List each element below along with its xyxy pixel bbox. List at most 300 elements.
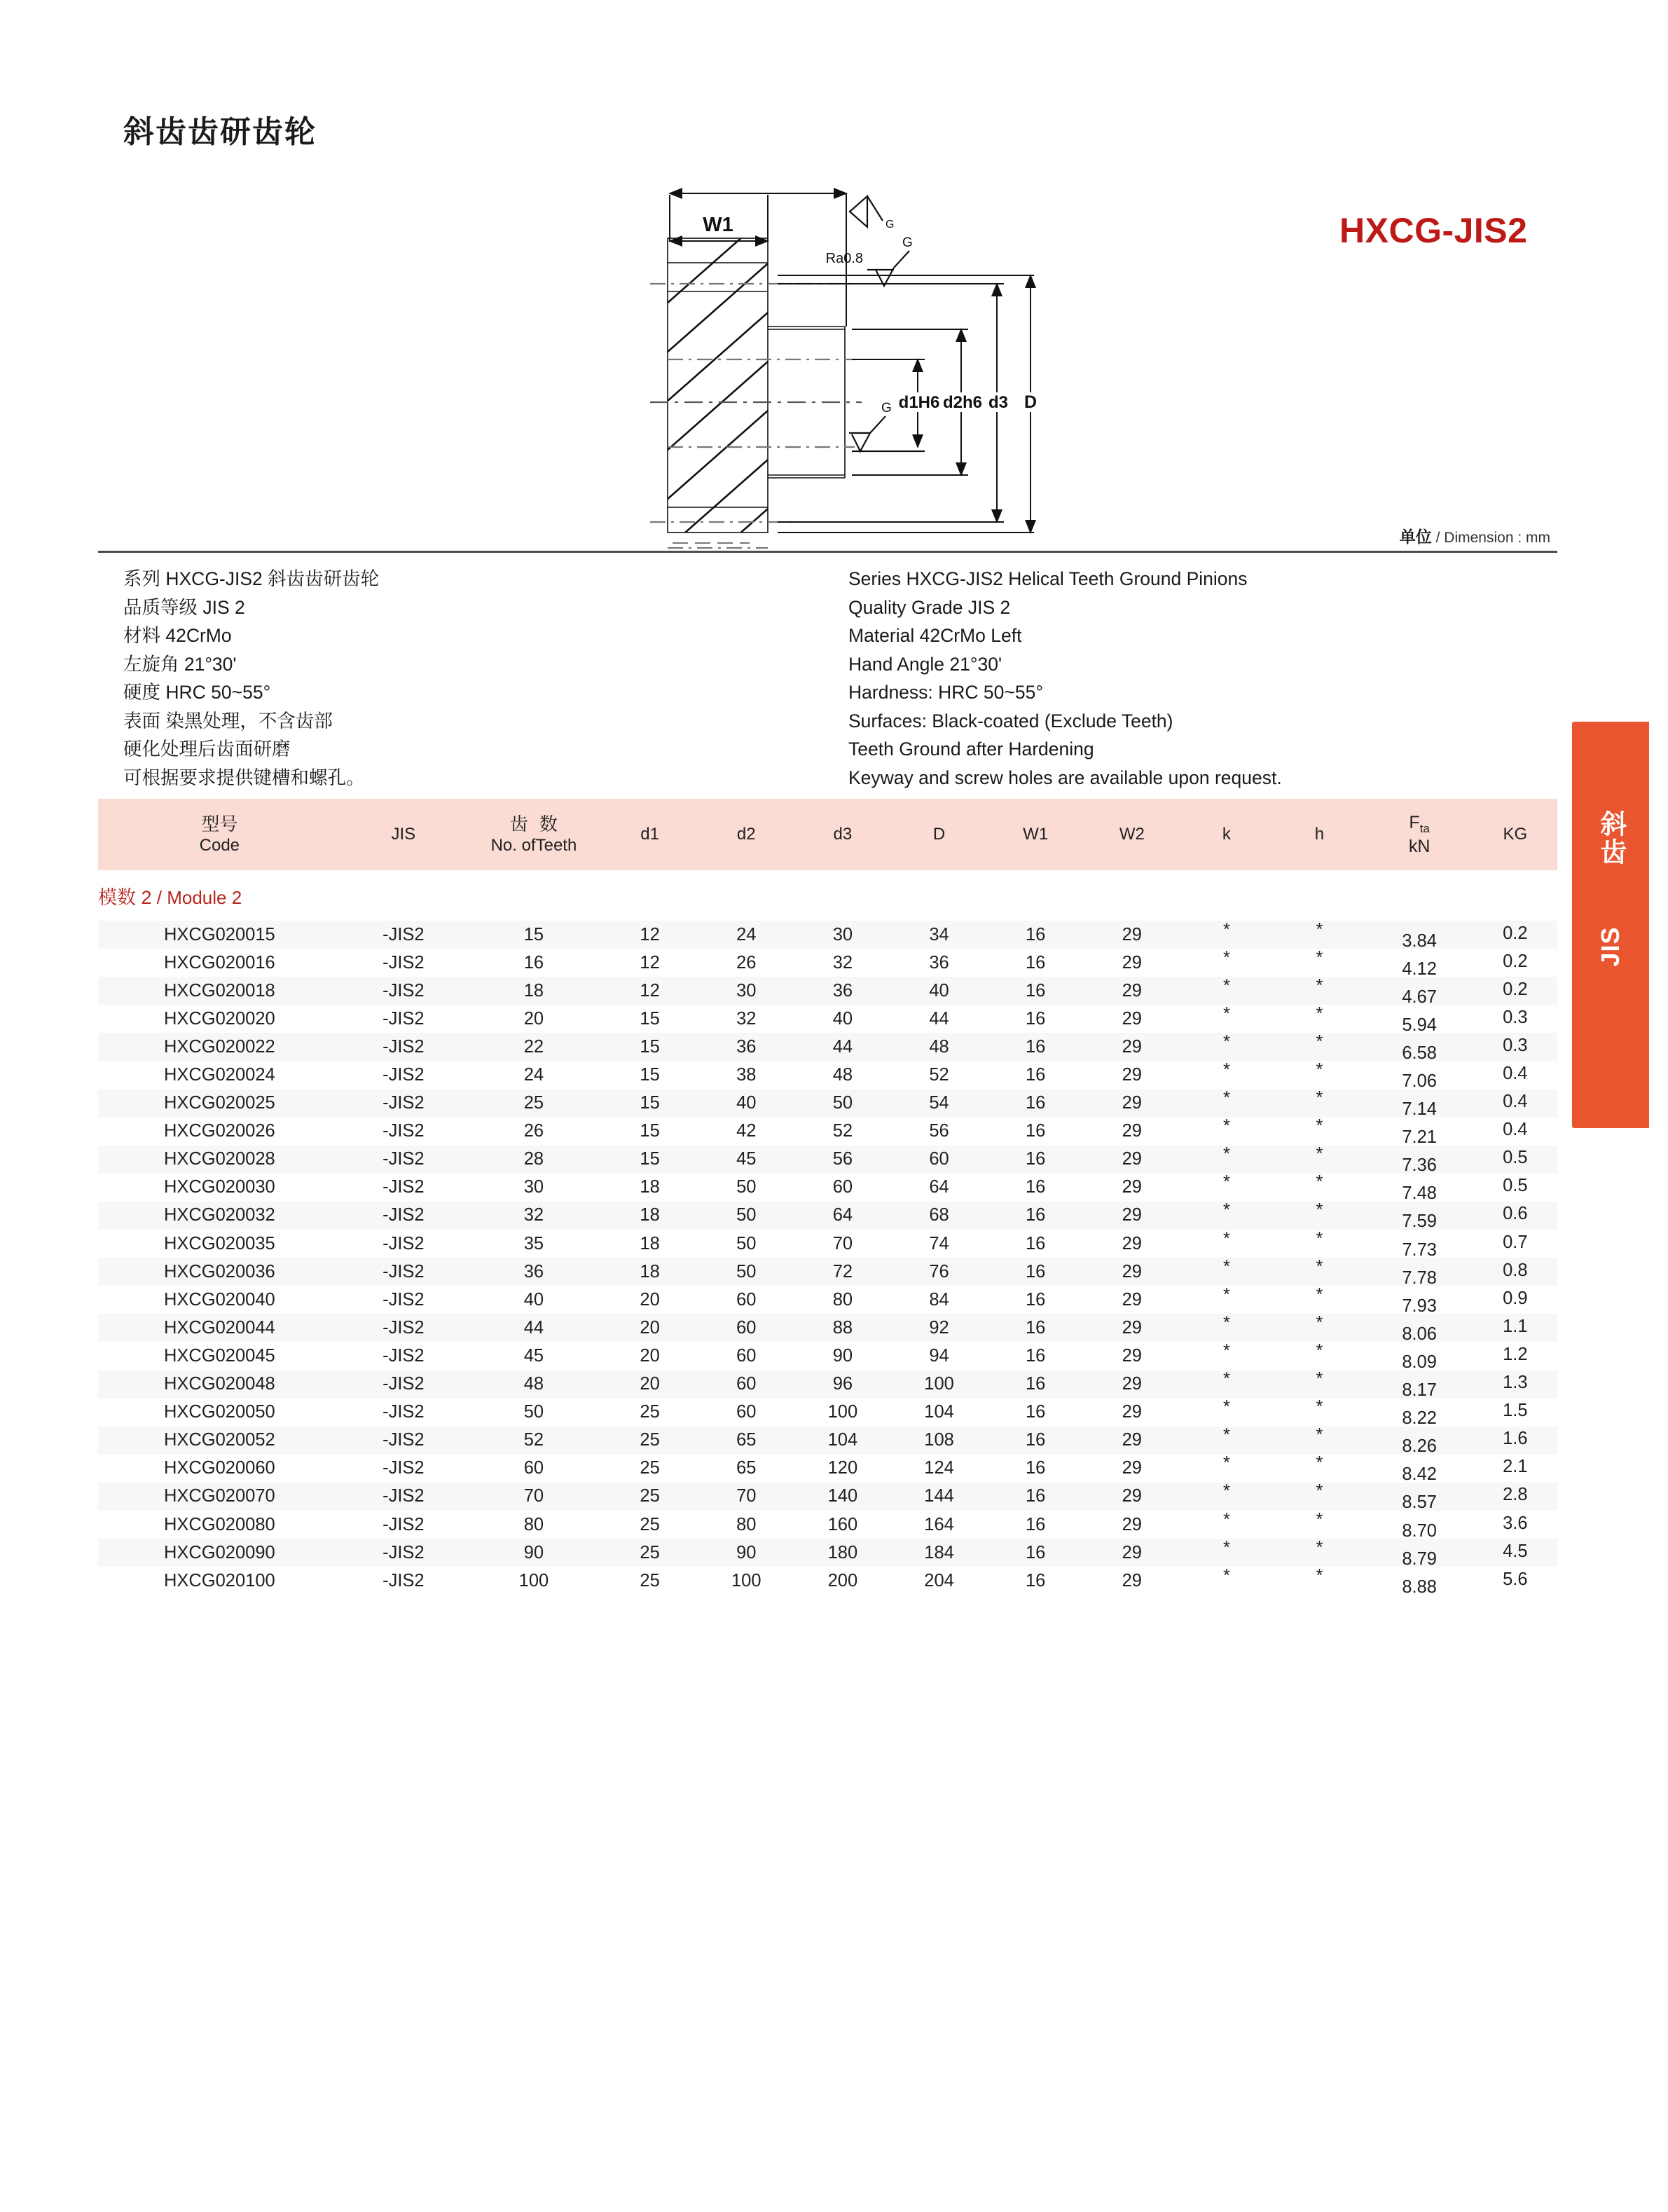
cell-value: 29 [1122, 1514, 1142, 1534]
cell-value: 88 [832, 1317, 853, 1338]
spec-en-line: Hardness: HRC 50~55° [848, 682, 1043, 703]
cell-jis [341, 1146, 466, 1174]
cell-W2 [1084, 1483, 1180, 1511]
cell-W1 [987, 1314, 1084, 1342]
col-header-code-cn: 型号 [201, 813, 238, 834]
cell-fta [1366, 1258, 1473, 1286]
cell-W1 [987, 1567, 1084, 1595]
cell-value: 0.2 [1503, 979, 1528, 999]
specifications-chinese [123, 565, 379, 792]
cell-W2 [1084, 1342, 1180, 1370]
cell-value: * [1222, 1340, 1230, 1361]
cell-value: 104 [924, 1402, 954, 1422]
cell-d2 [698, 1033, 794, 1061]
cell-value: 8.22 [1402, 1408, 1437, 1429]
col-header-d3-label: d3 [833, 825, 853, 844]
cell-value: * [1222, 1453, 1230, 1473]
cell-value: 100 [518, 1570, 549, 1591]
cell-value: 65 [736, 1458, 757, 1478]
cell-value: 16 [1025, 952, 1046, 973]
cell-value: 48 [523, 1374, 544, 1394]
col-header-h [1273, 799, 1366, 870]
table-row [98, 1511, 1557, 1539]
cell-teeth [466, 1371, 602, 1399]
cell-value: 29 [1122, 1121, 1142, 1141]
cell-teeth [466, 1399, 602, 1427]
cell-kg [1473, 1146, 1557, 1174]
cell-value: * [1316, 1031, 1323, 1052]
cell-D [891, 1455, 988, 1483]
cell-jis [341, 1455, 466, 1483]
cell-D [891, 1174, 988, 1202]
cell-teeth [466, 1483, 602, 1511]
cell-value: 50 [736, 1177, 757, 1197]
cell-d3 [794, 1483, 891, 1511]
cell-value: 164 [924, 1514, 954, 1534]
specification-table [98, 799, 1557, 1595]
cell-value: 16 [523, 952, 544, 973]
module-group-label-en: / Module 2 [156, 886, 242, 908]
cell-d2 [698, 1286, 794, 1314]
cell-value: 16 [1025, 1233, 1046, 1253]
spec-cn-line: 表面 染黑处理，不含齿部 [123, 710, 333, 731]
cell-W1 [987, 1427, 1084, 1455]
cell-value: 15 [640, 1008, 660, 1029]
cell-value: 30 [736, 980, 757, 1001]
cell-value: 15 [640, 1093, 660, 1113]
cell-d1 [602, 1146, 698, 1174]
cell-d1 [602, 1483, 698, 1511]
cell-d2 [698, 1202, 794, 1230]
cell-jis [341, 1258, 466, 1286]
cell-value: 5.6 [1503, 1569, 1528, 1589]
cell-value: -JIS2 [382, 1065, 425, 1085]
cell-jis [341, 1371, 466, 1399]
module-group-heading [98, 870, 1557, 921]
cell-k [1180, 1427, 1274, 1455]
cell-d3 [794, 1342, 891, 1370]
cell-value: 56 [832, 1149, 853, 1169]
cell-value: 144 [924, 1486, 954, 1506]
cell-k [1180, 1483, 1274, 1511]
cell-d3 [794, 1202, 891, 1230]
cell-D [891, 1511, 988, 1539]
cell-d3 [794, 1455, 891, 1483]
cell-W1 [987, 1286, 1084, 1314]
cell-value: 4.12 [1402, 959, 1437, 979]
cell-value: * [1316, 1537, 1323, 1558]
cell-W2 [1084, 1539, 1180, 1567]
cell-code [98, 949, 341, 977]
cell-value: 42 [736, 1121, 757, 1141]
cell-value: 29 [1122, 1008, 1142, 1029]
cell-W2 [1084, 1399, 1180, 1427]
cell-value: 16 [1025, 1121, 1046, 1141]
cell-D [891, 1033, 988, 1061]
cell-jis [341, 1342, 466, 1370]
cell-value: -JIS2 [382, 1430, 425, 1450]
cell-jis [341, 1202, 466, 1230]
cell-fta [1366, 1174, 1473, 1202]
cell-kg [1473, 1314, 1557, 1342]
cell-value: 90 [832, 1345, 853, 1366]
cell-value: 16 [1025, 1570, 1046, 1591]
cell-d3 [794, 1118, 891, 1146]
cell-fta [1366, 1090, 1473, 1118]
col-header-d3 [794, 799, 891, 870]
cell-code [98, 1090, 341, 1118]
cell-fta [1366, 1342, 1473, 1370]
cell-value: 52 [523, 1430, 544, 1450]
cell-kg [1473, 1118, 1557, 1146]
cell-h [1273, 1090, 1366, 1118]
col-header-jis [341, 799, 466, 870]
cell-value: 35 [523, 1233, 544, 1253]
cell-kg [1473, 1061, 1557, 1089]
cell-value: 204 [924, 1570, 954, 1591]
cell-h [1273, 949, 1366, 977]
cell-fta [1366, 1427, 1473, 1455]
cell-value: * [1316, 1284, 1323, 1305]
cell-value: 28 [523, 1149, 544, 1169]
cell-value: * [1222, 1003, 1230, 1024]
cell-value: 40 [736, 1093, 757, 1113]
cell-code [98, 1146, 341, 1174]
cell-h [1273, 1567, 1366, 1595]
cell-h [1273, 1230, 1366, 1258]
cell-value: 7.93 [1402, 1296, 1437, 1316]
cell-value: HXCG020015 [163, 924, 275, 944]
cell-k [1180, 1539, 1274, 1567]
cell-fta [1366, 977, 1473, 1005]
spec-cn-line: 系列 HXCG-JIS2 斜齿齿研齿轮 [123, 568, 380, 589]
cell-value: 50 [736, 1261, 757, 1282]
cell-value: 30 [523, 1177, 544, 1197]
cell-value: 60 [736, 1345, 757, 1366]
cell-W1 [987, 1455, 1084, 1483]
col-header-code-en: Code [199, 836, 240, 856]
cell-value: * [1222, 1060, 1230, 1080]
cell-teeth [466, 1090, 602, 1118]
cell-h [1273, 1342, 1366, 1370]
cell-k [1180, 949, 1274, 977]
cell-code [98, 1118, 341, 1146]
cell-value: 15 [640, 1036, 660, 1057]
cell-fta [1366, 1371, 1473, 1399]
cell-d1 [602, 1005, 698, 1033]
cell-k [1180, 1230, 1274, 1258]
cell-value: 24 [736, 924, 757, 944]
spec-en-line: Material 42CrMo Left [848, 625, 1022, 646]
cell-W2 [1084, 977, 1180, 1005]
cell-teeth [466, 977, 602, 1005]
cell-h [1273, 1399, 1366, 1427]
cell-value: 7.59 [1402, 1211, 1437, 1232]
cell-value: -JIS2 [382, 924, 425, 944]
cell-value: HXCG020044 [163, 1317, 275, 1338]
cell-W2 [1084, 1146, 1180, 1174]
cell-fta [1366, 1118, 1473, 1146]
cell-fta [1366, 1399, 1473, 1427]
cell-value: 8.17 [1402, 1380, 1437, 1401]
cell-value: 29 [1122, 1205, 1142, 1225]
cell-value: 100 [924, 1374, 954, 1394]
cell-value: 29 [1122, 1065, 1142, 1085]
cell-value: 32 [736, 1008, 757, 1029]
cell-value: 0.9 [1503, 1288, 1528, 1308]
cell-value: 94 [929, 1345, 949, 1366]
cell-value: 0.6 [1503, 1204, 1528, 1224]
cell-value: 20 [640, 1374, 660, 1394]
table-row [98, 1539, 1557, 1567]
cell-W1 [987, 1511, 1084, 1539]
cell-W2 [1084, 1061, 1180, 1089]
cell-jis [341, 1033, 466, 1061]
cell-d3 [794, 1539, 891, 1567]
cell-value: * [1316, 1565, 1323, 1586]
cell-W1 [987, 1399, 1084, 1427]
module-group-label-cn: 模数 2 [98, 886, 152, 908]
cell-kg [1473, 1033, 1557, 1061]
cell-teeth [466, 949, 602, 977]
cell-k [1180, 1371, 1274, 1399]
cell-value: 29 [1122, 1570, 1142, 1591]
cell-jis [341, 949, 466, 977]
cell-value: 25 [640, 1458, 660, 1478]
cell-jis [341, 1567, 466, 1595]
cell-d3 [794, 1567, 891, 1595]
table-row [98, 1371, 1557, 1399]
col-header-w2 [1084, 799, 1180, 870]
cell-value: * [1222, 1200, 1230, 1221]
cell-value: 29 [1122, 1233, 1142, 1253]
cell-value: 3.6 [1503, 1513, 1528, 1533]
cell-d2 [698, 949, 794, 977]
cell-value: HXCG020080 [163, 1514, 275, 1534]
cell-d2 [698, 1005, 794, 1033]
cell-value: 29 [1122, 1430, 1142, 1450]
cell-code [98, 1061, 341, 1089]
cell-h [1273, 1455, 1366, 1483]
cell-kg [1473, 921, 1557, 949]
cell-W1 [987, 1005, 1084, 1033]
cell-value: 80 [523, 1514, 544, 1534]
cell-d2 [698, 1258, 794, 1286]
specifications-english [848, 565, 1282, 792]
cell-teeth [466, 1258, 602, 1286]
cell-value: 60 [736, 1402, 757, 1422]
unit-note [1400, 524, 1550, 547]
cell-teeth [466, 1511, 602, 1539]
cell-d1 [602, 1567, 698, 1595]
cell-d3 [794, 921, 891, 949]
cell-k [1180, 1061, 1274, 1089]
cell-h [1273, 1005, 1366, 1033]
cell-code [98, 1258, 341, 1286]
cell-fta [1366, 1286, 1473, 1314]
cell-d1 [602, 1174, 698, 1202]
cell-value: HXCG020028 [163, 1149, 275, 1169]
cell-value: 0.5 [1503, 1176, 1528, 1196]
cell-value: * [1222, 1425, 1230, 1445]
side-index-tab[interactable] [1572, 722, 1649, 1128]
cell-W2 [1084, 1258, 1180, 1286]
col-header-d2-label: d2 [736, 825, 756, 844]
cell-W1 [987, 1342, 1084, 1370]
cell-value: 48 [832, 1065, 853, 1085]
cell-d3 [794, 1286, 891, 1314]
cell-kg [1473, 1511, 1557, 1539]
cell-value: * [1222, 1256, 1230, 1277]
table-row [98, 1033, 1557, 1061]
cell-value: 72 [832, 1261, 853, 1282]
cell-d3 [794, 1061, 891, 1089]
cell-k [1180, 1314, 1274, 1342]
drawing-label-d1: d1H6 [898, 393, 940, 412]
cell-kg [1473, 1399, 1557, 1427]
table-row [98, 1202, 1557, 1230]
cell-teeth [466, 1146, 602, 1174]
cell-jis [341, 921, 466, 949]
cell-h [1273, 1202, 1366, 1230]
cell-W2 [1084, 1230, 1180, 1258]
cell-value: 52 [929, 1065, 949, 1085]
cell-value: 45 [736, 1149, 757, 1169]
drawing-label-w1: W1 [703, 214, 733, 236]
cell-W1 [987, 921, 1084, 949]
cell-value: 29 [1122, 1345, 1142, 1366]
cell-value: 60 [736, 1289, 757, 1310]
col-header-kg-label: KG [1503, 825, 1528, 844]
cell-d2 [698, 1118, 794, 1146]
table-row [98, 1567, 1557, 1595]
cell-jis [341, 1174, 466, 1202]
cell-value: 50 [736, 1205, 757, 1225]
cell-d2 [698, 1174, 794, 1202]
cell-value: 60 [736, 1317, 757, 1338]
cell-value: 29 [1122, 1317, 1142, 1338]
cell-value: 20 [640, 1289, 660, 1310]
cell-D [891, 1371, 988, 1399]
cell-value: 34 [929, 924, 949, 944]
cell-code [98, 1427, 341, 1455]
cell-value: 64 [929, 1177, 949, 1197]
cell-value: HXCG020090 [163, 1542, 275, 1562]
cell-value: HXCG020048 [163, 1374, 275, 1394]
spec-en-line: Teeth Ground after Hardening [848, 739, 1094, 760]
cell-value: * [1222, 1481, 1230, 1502]
cell-kg [1473, 1427, 1557, 1455]
cell-value: 50 [736, 1233, 757, 1253]
cell-value: 80 [736, 1514, 757, 1534]
cell-fta [1366, 1061, 1473, 1092]
cell-value: 40 [832, 1008, 853, 1029]
cell-value: 44 [929, 1008, 949, 1029]
cell-value: 7.06 [1402, 1071, 1437, 1092]
cell-value: HXCG020032 [163, 1205, 275, 1225]
cell-value: -JIS2 [382, 1458, 425, 1478]
cell-value: * [1222, 1144, 1230, 1165]
cell-jis [341, 1314, 466, 1342]
cell-value: 0.4 [1503, 1064, 1528, 1084]
cell-value: -JIS2 [382, 1177, 425, 1197]
cell-value: 0.4 [1503, 1120, 1528, 1140]
cell-d1 [602, 977, 698, 1005]
cell-fta [1366, 1455, 1473, 1483]
cell-value: 29 [1122, 1289, 1142, 1310]
table-row [98, 1455, 1557, 1483]
cell-value: 18 [640, 1177, 660, 1197]
cell-value: * [1316, 947, 1323, 968]
cell-teeth [466, 1005, 602, 1033]
cell-value: 16 [1025, 1514, 1046, 1534]
cell-kg [1473, 1230, 1557, 1258]
cell-value: 2.8 [1503, 1485, 1528, 1505]
cell-value: 15 [640, 1121, 660, 1141]
cell-d3 [794, 1146, 891, 1174]
cell-d2 [698, 1371, 794, 1399]
cell-k [1180, 1258, 1274, 1286]
cell-d3 [794, 1399, 891, 1427]
cell-value: * [1222, 1116, 1230, 1136]
cell-kg [1473, 949, 1557, 977]
cell-value: 56 [929, 1121, 949, 1141]
table-row [98, 1342, 1557, 1370]
cell-k [1180, 1202, 1274, 1230]
cell-D [891, 1286, 988, 1314]
cell-value: 60 [523, 1458, 544, 1478]
cell-value: 29 [1122, 952, 1142, 973]
cell-value: 29 [1122, 1486, 1142, 1506]
cell-value: 54 [929, 1093, 949, 1113]
cell-value: * [1316, 1340, 1323, 1361]
cell-code [98, 921, 341, 949]
cell-value: * [1316, 1425, 1323, 1445]
col-header-D [891, 799, 988, 870]
cell-fta [1366, 1202, 1473, 1230]
cell-h [1273, 1033, 1366, 1061]
table-row [98, 1399, 1557, 1427]
cell-value: 92 [929, 1317, 949, 1338]
cell-value: * [1222, 1312, 1230, 1333]
spec-en-line: Keyway and screw holes are available upon request. [848, 767, 1282, 788]
cell-teeth [466, 1033, 602, 1061]
cell-kg [1473, 1258, 1557, 1286]
cell-kg [1473, 1286, 1557, 1314]
cell-value: 0.3 [1503, 1007, 1528, 1027]
spec-en-line: Surfaces: Black-coated (Exclude Teeth) [848, 710, 1173, 731]
cell-h [1273, 1286, 1366, 1314]
cell-value: 26 [523, 1121, 544, 1141]
cell-d1 [602, 1033, 698, 1061]
cell-k [1180, 1286, 1274, 1314]
cell-value: 20 [640, 1345, 660, 1366]
cell-teeth [466, 1427, 602, 1455]
cell-value: -JIS2 [382, 1345, 425, 1366]
cell-d3 [794, 1090, 891, 1118]
col-header-fta-label: $F_{ta}$ [1409, 812, 1430, 835]
cell-teeth [466, 1567, 602, 1595]
cell-W2 [1084, 1427, 1180, 1455]
cell-value: 12 [640, 952, 660, 973]
cell-d3 [794, 1258, 891, 1286]
cell-W2 [1084, 1567, 1180, 1595]
cell-code [98, 1174, 341, 1202]
table-row [98, 1146, 1557, 1174]
side-tab-label-cn: 斜齿 [1596, 810, 1625, 866]
cell-d1 [602, 1455, 698, 1483]
cell-value: 24 [523, 1065, 544, 1085]
